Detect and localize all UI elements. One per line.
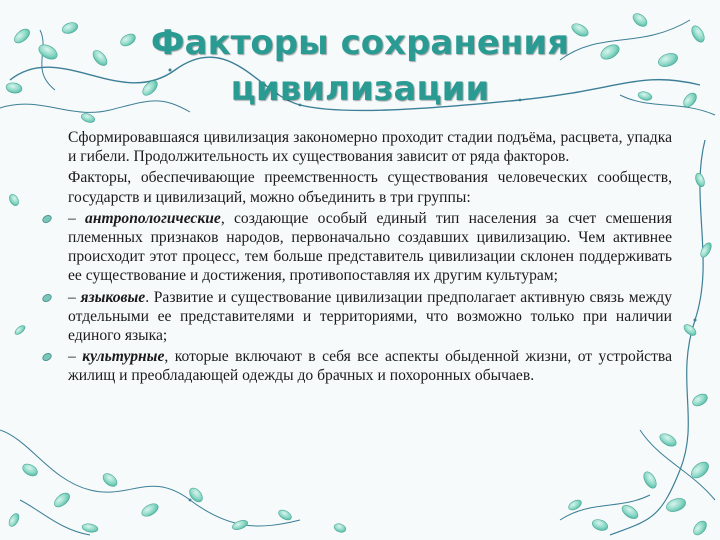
slide-body [68, 128, 672, 388]
groups-paragraph: Факторы, обеспечивающие преемственность существования человеческих сообществ, государств и цивилизаций, можно объединить в три группы: [68, 169, 672, 206]
leaf-bullet-icon [42, 293, 52, 303]
bullet-dash: – [68, 209, 86, 227]
bullet-term: антропологические [85, 209, 221, 227]
bullet-linguistic [68, 288, 672, 346]
leaf-bullet-icon [42, 352, 52, 362]
bullet-term: языковые [80, 288, 146, 306]
slide-title-line-2: цивилизации [230, 69, 490, 109]
bullet-anthropological [68, 209, 672, 286]
leaf-bullet-icon [42, 214, 52, 224]
bullet-text: , создающие особый единый тип населения за счет смешения племенных признаков народов, первоначально создавших цивилизацию. Чем активнее происходит этот процесс, тем больше представитель цивилизации склонен поддерживать ее существование и достижения, противопоставляя их другим культурам; [68, 209, 672, 285]
intro-paragraph: Сформировавшаяся цивилизация закономерно проходит стадии подъёма, расцвета, упадка и гибели. Продолжительность их существования зависит от ряда факторов. [68, 129, 672, 166]
bullet-dash: – [68, 288, 81, 306]
bullet-cultural [68, 347, 672, 385]
bullet-text: . Развитие и существование цивилизации предполагает активную связь между отдельными ее представителями и территориями, что возможно только при наличии единого языка; [68, 288, 672, 345]
slide-title [120, 20, 600, 112]
slide-title-line-1: Факторы сохранения [150, 23, 570, 63]
bullet-term: культурные [82, 348, 165, 366]
bullet-text: , которые включают в себя все аспекты обыденной жизни, от устройства жилищ и преобладающей одежды до брачных и похоронных обычаев. [68, 348, 672, 385]
bullet-dash: – [68, 348, 83, 366]
